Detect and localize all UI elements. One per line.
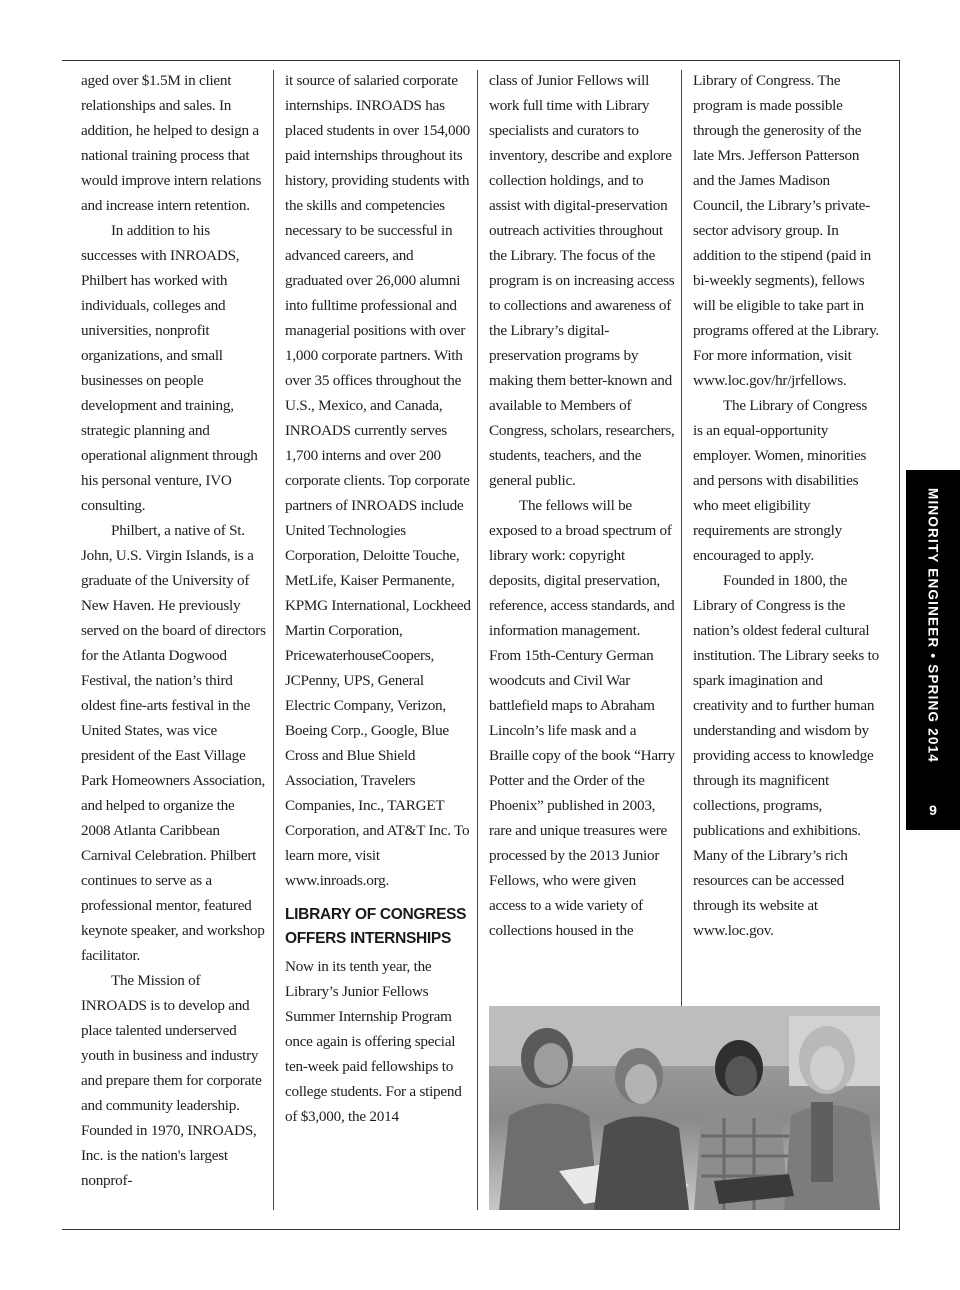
paragraph: The Library of Congress is an equal-opportunity employer. Women, minorities and persons with disabilities who meet eligibility requirements are strongly encouraged to apply. [693, 397, 867, 564]
article-column-2 [285, 68, 471, 1129]
column-rule [477, 70, 478, 1210]
paragraph: aged over $1.5M in client relationships and sales. In addition, he helped to design a national training process that would improve intern relations and increase intern retention. [81, 72, 262, 214]
page-number: 9 [929, 802, 937, 818]
paragraph: it source of salaried corporate internships. INROADS has placed students in over 154,000 paid internships throughout its history, providing students with the skills and competencies necessary to be successful in advanced careers, and graduated over 26,000 alumni into fulltime professional and managerial positions with over 1,000 corporate partners. With over 35 offices throughout the U.S., Mexico, and Canada, INROADS currently serves 1,700 interns and over 200 corporate clients. Top corporate partners of INROADS include United Technologies Corporation, Deloitte Touche, MetLife, Kaiser Permanente, KPMG International, Lockheed Martin Corporation, PricewaterhouseCoopers, JCPenny, UPS, General Electric Company, Verizon, Boeing Corp., Google, Blue Cross and Blue Shield Association, Travelers Companies, Inc., TARGET Corporation, and AT&T Inc. To learn more, visit www.inroads.org. [285, 72, 471, 889]
paragraph: Now in its tenth year, the Library’s Junior Fellows Summer Internship Program once again is offering special ten-week paid fellowships to college students. For a stipend of $3,000, the 2014 [285, 958, 462, 1125]
students-photo [489, 1006, 880, 1210]
paragraph: Library of Congress. The program is made possible through the generosity of the late Mrs. Jefferson Patterson and the James Madison Council, the Library’s private-sector advisory group. In addition to the stipend (paid in bi-weekly segments), fellows will be eligible to take part in programs offered at the Library. For more information, visit www.loc.gov/hr/jrfellows. [693, 72, 879, 389]
paragraph: Philbert, a native of St. John, U.S. Virgin Islands, is a graduate of the University of New Haven. He previously served on the board of directors for the Atlanta Dogwood Festival, the nation’s third oldest fine-arts festival in the United States, was vice president of the East Village Park Homeowners Association, and helped to organize the 2008 Atlanta Caribbean Carnival Celebration. Philbert continues to serve as a professional mentor, featured keynote speaker, and workshop facilitator. [81, 522, 266, 964]
column-rule [273, 70, 274, 1210]
publication-label: MINORITY ENGINEER • SPRING 2014 [925, 487, 941, 763]
paragraph: In addition to his successes with INROADS, Philbert has worked with individuals, colleges and universities, nonprofit organizations, and small businesses on people development and training, strategic planning and operational alignment through his personal venture, IVO consulting. [81, 222, 258, 514]
paragraph: Founded in 1800, the Library of Congress is the nation’s oldest federal cultural institution. The Library seeks to spark imagination and creativity and to further human understanding and wisdom by providing access to knowledge through its magnificent collections, programs, publications and exhibitions. Many of the Library’s rich resources can be accessed through its website at www.loc.gov. [693, 572, 879, 939]
article-column-1 [81, 68, 267, 1193]
section-heading: LIBRARY OF CONGRESS OFFERS INTERNSHIPS [285, 906, 467, 947]
paragraph: class of Junior Fellows will work full time with Library specialists and curators to inventory, describe and explore collection holdings, and to assist with digital-preservation outreach activities throughout the Library. The focus of the program is on increasing access to collections and awareness of the Library’s digital-preservation programs by making them better-known and available to Members of Congress, scholars, researchers, students, teachers, and the general public. [489, 72, 675, 489]
article-column-4 [693, 68, 879, 943]
paragraph: The fellows will be exposed to a broad spectrum of library work: copyright deposits, digital preservation, reference, access standards, and information management. From 15th-Century German woodcuts and Civil War battlefield maps to Abraham Lincoln’s life mask and a Braille copy of the book “Harry Potter and the Order of the Phoenix” published in 2003, rare and unique treasures were processed by the 2013 Junior Fellows, who were given access to a wide variety of collections housed in the [489, 497, 675, 939]
article-column-3 [489, 68, 675, 943]
paragraph: The Mission of INROADS is to develop and place talented underserved youth in business and industry and prepare them for corporate and community leadership. Founded in 1970, INROADS, Inc. is the nation's largest nonprof- [81, 972, 262, 1189]
